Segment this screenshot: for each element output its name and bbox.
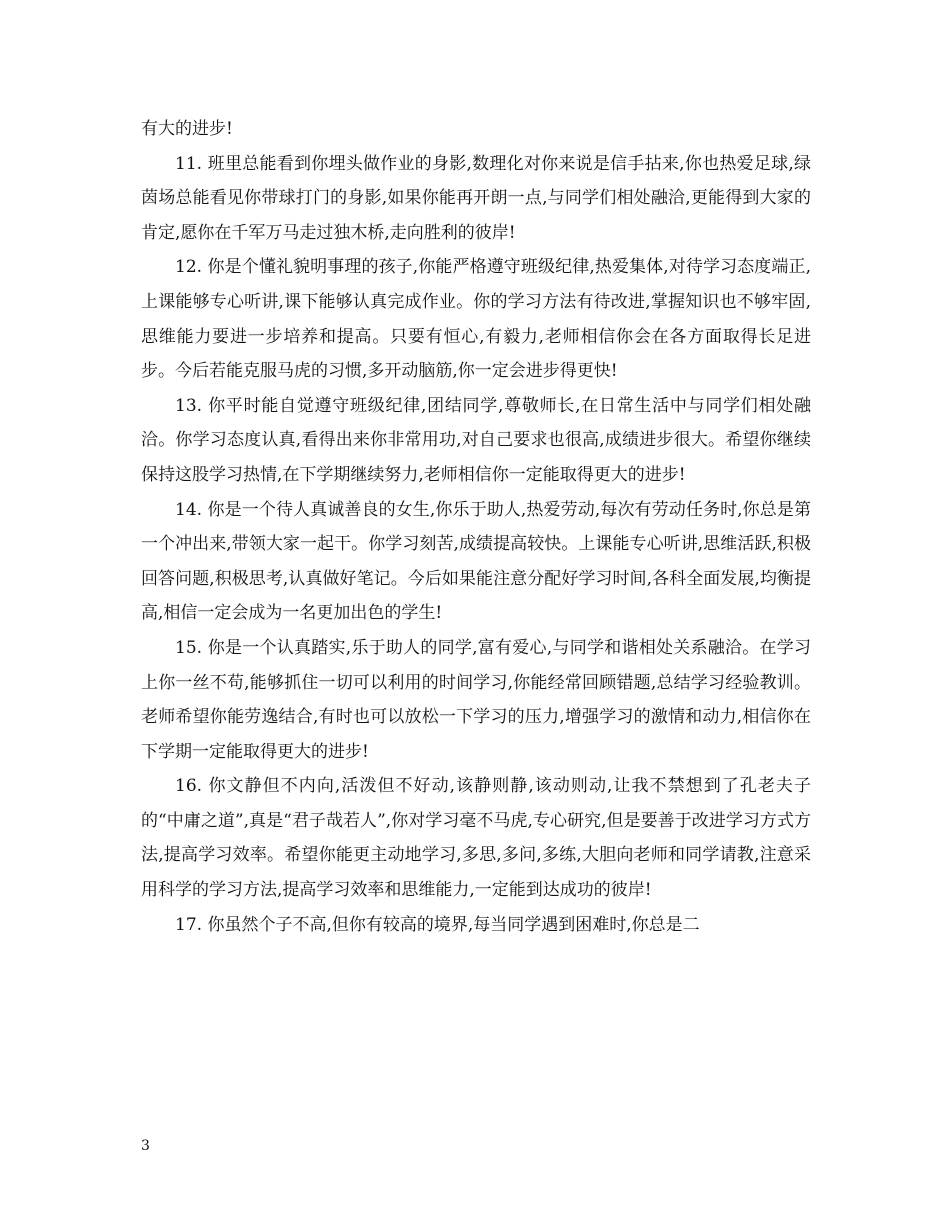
paragraph-17: 17. 你虽然个子不高,但你有较高的境界,每当同学遇到困难时,你总是二 bbox=[175, 914, 700, 935]
paragraph-16: 16. 你文静但不内向,活泼但不好动,该静则静,该动则动,让我不禁想到了孔老夫子的“中庸之道”,真是“君子哉若人”,你对学习毫不马虎,专心研究,但是要善于改进学习方式方法,提高学习效率。希望你能更主动地学习,多思,多问,多练,大胆向老师和同学请教,注意采用科学的学习方法,提高学习效率和思维能力,一定能到达成功的彼岸! bbox=[141, 776, 811, 901]
document-body bbox=[141, 112, 811, 942]
page-number: 3 bbox=[141, 1138, 150, 1154]
paragraph-continuation: 有大的进步! bbox=[141, 119, 233, 139]
paragraph-14: 14. 你是一个待人真诚善良的女生,你乐于助人,热爱劳动,每次有劳动任务时,你总是第一个冲出来,带领大家一起干。你学习刻苦,成绩提高较快。上课能专心听讲,思维活跃,积极回答问题,积极思考,认真做好笔记。今后如果能注意分配好学习时间,各科全面发展,均衡提高,相信一定会成为一名更加出色的学生! bbox=[141, 499, 811, 624]
paragraph-12: 12. 你是个懂礼貌明事理的孩子,你能严格遵守班级纪律,热爱集体,对待学习态度端正,上课能够专心听讲,课下能够认真完成作业。你的学习方法有待改进,掌握知识也不够牢固,思维能力要进一步培养和提高。只要有恒心,有毅力,老师相信你会在各方面取得长足进步。今后若能克服马虎的习惯,多开动脑筋,你一定会进步得更快! bbox=[141, 257, 811, 382]
paragraph-13: 13. 你平时能自觉遵守班级纪律,团结同学,尊敬师长,在日常生活中与同学们相处融洽。你学习态度认真,看得出来你非常用功,对自己要求也很高,成绩进步很大。希望你继续保持这股学习热情,在下学期继续努力,老师相信你一定能取得更大的进步! bbox=[141, 395, 811, 485]
paragraph-15: 15. 你是一个认真踏实,乐于助人的同学,富有爱心,与同学和谐相处关系融洽。在学习上你一丝不苟,能够抓住一切可以利用的时间学习,你能经常回顾错题,总结学习经验教训。老师希望你能劳逸结合,有时也可以放松一下学习的压力,增强学习的激情和动力,相信你在下学期一定能取得更大的进步! bbox=[141, 637, 811, 762]
paragraph-11: 11. 班里总能看到你埋头做作业的身影,数理化对你来说是信手拈来,你也热爱足球,绿茵场总能看见你带球打门的身影,如果你能再开朗一点,与同学们相处融洽,更能得到大家的肯定,愿你在千军万马走过独木桥,走向胜利的彼岸! bbox=[141, 153, 811, 243]
